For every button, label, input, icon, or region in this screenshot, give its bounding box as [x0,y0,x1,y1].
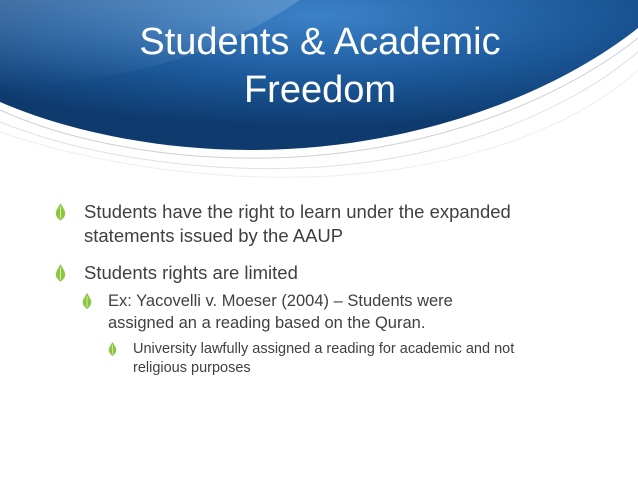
bullet-text: Students have the right to learn under the expanded statements issued by the AAUP [84,201,511,246]
leaf-bullet-icon [55,264,66,282]
sub-bullet-item [82,290,522,334]
slide-title: Students & Academic Freedom [139,21,501,111]
sub-bullet-text: Ex: Yacovelli v. Moeser (2004) – Students were assigned an a reading based on the Quran. [108,292,453,332]
bullet-text: Students rights are limited [84,262,298,283]
sub-sub-bullet-text: University lawfully assigned a reading for academic and not religious purposes [133,341,515,376]
leaf-bullet-icon [82,293,92,309]
bullet-item [55,200,555,248]
leaf-bullet-icon [55,203,66,221]
sub-sub-bullet-item [108,340,528,378]
bullet-item [55,261,555,285]
leaf-bullet-icon [108,342,117,356]
